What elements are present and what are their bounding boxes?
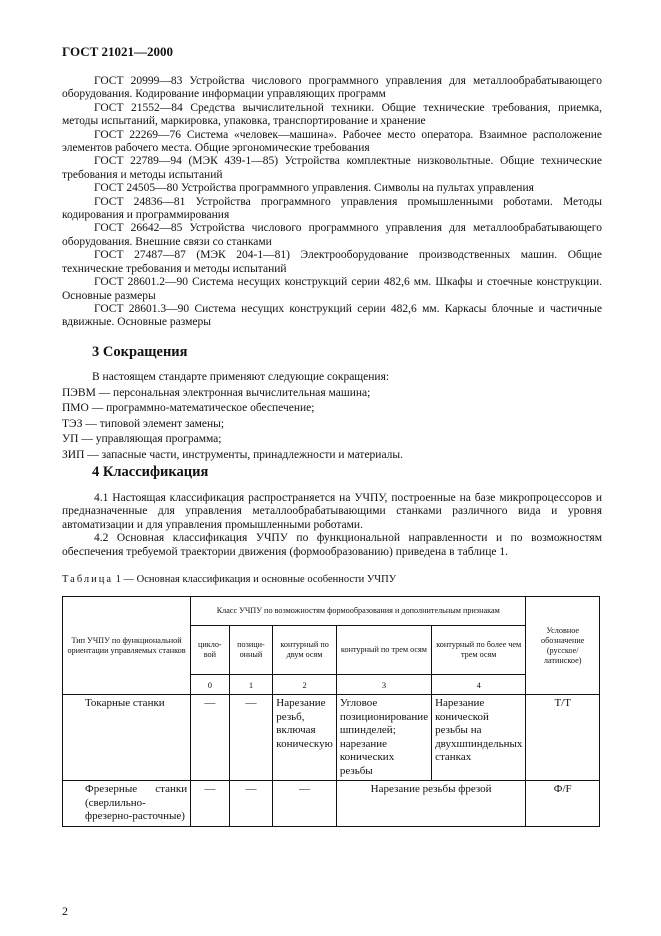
table-caption-word: Таблица	[62, 574, 114, 585]
abbreviation-item: УП — управляющая программа;	[62, 433, 222, 446]
subheader-contour-3: контурный по трем осям	[336, 626, 431, 675]
reference-item: ГОСТ 28601.3—90 Система несущих конструкций серии 482,6 мм. Каркасы блочные и частичные вдвижные. Основные размеры	[62, 302, 602, 329]
cell-class-3-4: Нарезание резьбы фрезой	[336, 781, 526, 827]
cell-class-0: —	[191, 695, 229, 781]
reference-item: ГОСТ 22789—94 (МЭК 439-1—85) Устройства комплектные низковольтные. Общие технические требования и методы испытаний	[62, 155, 602, 181]
cell-symbol: Т/Т	[526, 695, 600, 781]
table-caption	[62, 574, 396, 585]
cell-class-1: —	[229, 695, 273, 781]
cell-class-3: Угловое позиционирование шпинделей; нарезание конических резьбы	[336, 695, 431, 781]
cell-symbol: Ф/F	[526, 781, 600, 827]
reference-item: ГОСТ 24836—81 Устройства программного управления промышленными роботами. Методы кодирования и программирования	[62, 195, 602, 222]
column-number: 2	[273, 675, 337, 695]
reference-item: ГОСТ 26642—85 Устройства числового программного управления для металлообрабатывающего оборудования. Внешние связи со станками	[62, 222, 602, 248]
reference-item: ГОСТ 20999—83 Устройства числового программного управления для металлообрабатывающего оборудования. Кодирование информации управляющих программ	[62, 75, 602, 101]
table-caption-text: 1 — Основная классификация и основные особенности УЧПУ	[113, 574, 397, 585]
column-number: 4	[432, 675, 526, 695]
column-number: 1	[229, 675, 273, 695]
section-4-paragraphs	[62, 492, 602, 559]
section-3-title: 3 Сокращения	[92, 344, 188, 360]
subheader-contour-2: контурный по двум осям	[273, 626, 337, 675]
cell-type: Фрезерные станки (сверлильно-фрезерно-расточные)	[63, 781, 191, 827]
paragraph-4-1: 4.1 Настоящая классификация распространяется на УЧПУ, построенные на базе микропроцессоров и предназначенные для управления металлообрабатывающими станками различного вида и уровня автоматизации и для управления промышленными роботами.	[62, 492, 602, 531]
abbreviation-item: ТЭЗ — типовой элемент замены;	[62, 417, 225, 430]
paragraph-4-2: 4.2 Основная классификация УЧПУ по функциональной направленности и по возможностям обеспечения требуемой траектории движения (формообразованию) приведена в таблице 1.	[62, 532, 602, 558]
reference-item: ГОСТ 24505—80 Устройства программного управления. Символы на пультах управления	[94, 182, 534, 195]
abbreviation-item: ПМО — программно-математическое обеспечение;	[62, 402, 315, 415]
subheader-positional: позици- онный	[229, 626, 273, 675]
table-row	[63, 695, 600, 781]
classification-table	[62, 596, 600, 827]
header-class: Класс УЧПУ по возможностям формообразования и дополнительным признакам	[191, 597, 526, 626]
table-row	[63, 781, 600, 827]
abbreviations-list	[62, 370, 602, 464]
abbreviation-item: ЗИП — запасные части, инструменты, принадлежности и материалы.	[62, 448, 403, 461]
cell-class-1: —	[229, 781, 273, 827]
cell-class-2: Нарезание резьб, включая коническую	[273, 695, 337, 781]
normative-references	[62, 75, 602, 330]
cell-class-2: —	[273, 781, 337, 827]
header-symbol: Условное обозначение (русское/ латинское)	[526, 597, 600, 695]
cell-class-0: —	[191, 781, 229, 827]
section-4-title: 4 Классификация	[92, 464, 209, 480]
subheader-contour-more: контурный по более чем трем осям	[432, 626, 526, 675]
document-header: ГОСТ 21021—2000	[62, 44, 174, 59]
cell-type: Токарные станки	[63, 695, 191, 781]
reference-item: ГОСТ 28601.2—90 Система несущих конструкций серии 482,6 мм. Шкафы и стоечные конструкции. Основные размеры	[62, 276, 602, 302]
reference-item: ГОСТ 27487—87 (МЭК 204-1—81) Электрооборудование производственных машин. Общие технические требования и методы испытаний	[62, 249, 602, 275]
abbreviations-intro: В настоящем стандарте применяют следующие сокращения:	[92, 371, 390, 383]
reference-item: ГОСТ 21552—84 Средства вычислительной техники. Общие технические требования, приемка, методы испытаний, маркировка, упаковка, транспортирование и хранение	[62, 101, 602, 128]
abbreviation-item: ПЭВМ — персональная электронная вычислительная машина;	[62, 386, 371, 399]
header-type: Тип УЧПУ по функциональной ориентации управляемых станков	[63, 597, 191, 695]
page-number: 2	[62, 904, 68, 918]
column-number: 0	[191, 675, 229, 695]
subheader-cyclic: цикло- вой	[191, 626, 229, 675]
reference-item: ГОСТ 22269—76 Система «человек—машина». Рабочее место оператора. Взаимное расположение элементов рабочего места. Общие эргономические требования	[62, 128, 602, 155]
column-number: 3	[336, 675, 431, 695]
cell-class-4: Нарезание конической резьбы на двухшпиндельных станках	[432, 695, 526, 781]
